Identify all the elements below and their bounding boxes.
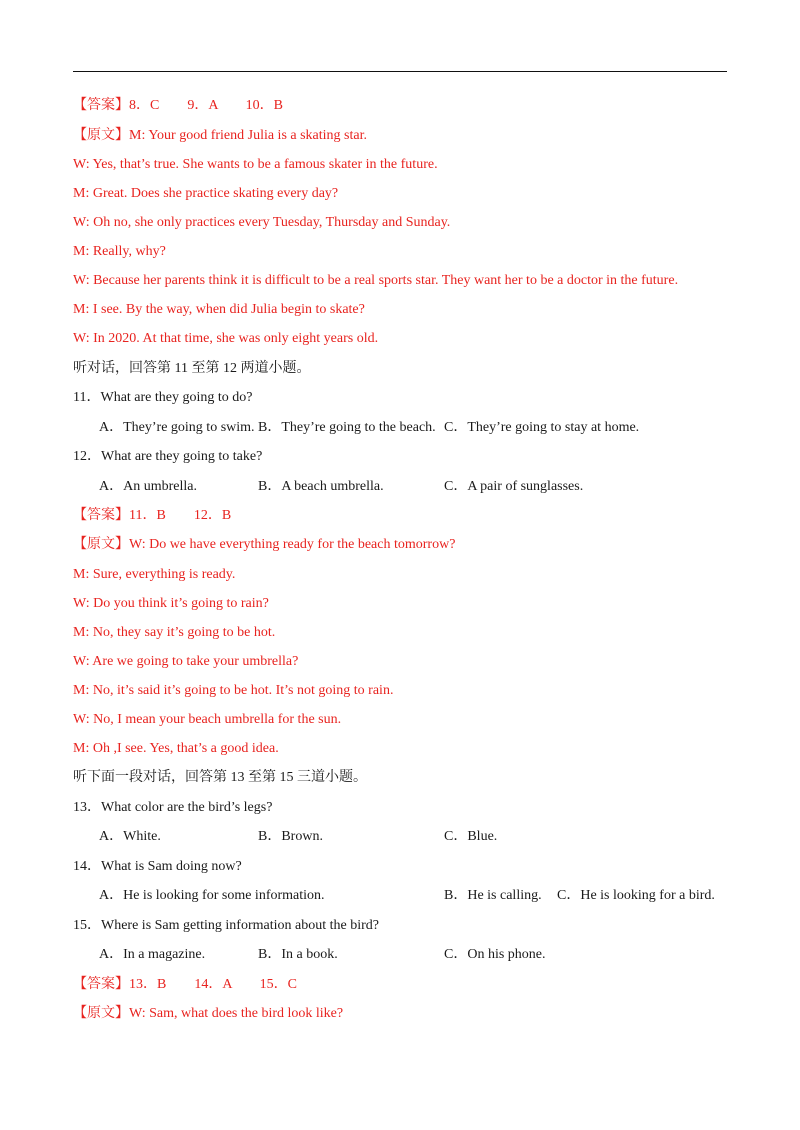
transcript-line: M: Great. Does she practice skating every day?	[73, 186, 339, 201]
section-instruction: 听下面一段对话，回答第 13 至第 15 三道小题。	[73, 770, 367, 785]
question-13-option-b: B．Brown.	[258, 829, 323, 844]
question-15-option-b: B．In a book.	[258, 947, 338, 962]
transcript-line: 【原文】W: Do we have everything ready for the beach tomorrow?	[73, 537, 456, 552]
header-rule	[73, 71, 727, 72]
question-15-stem: 15．Where is Sam getting information about the bird?	[73, 918, 379, 933]
transcript-line: M: Really, why?	[73, 244, 166, 259]
transcript-line: M: Oh ,I see. Yes, that’s a good idea.	[73, 741, 279, 756]
transcript-line: 【原文】M: Your good friend Julia is a skating star.	[73, 128, 367, 143]
question-11-option-a: A．They’re going to swim.	[99, 420, 255, 435]
question-11-option-b: B．They’re going to the beach.	[258, 420, 436, 435]
question-14-option-c: C．He is looking for a bird.	[557, 888, 715, 903]
transcript-line: M: Sure, everything is ready.	[73, 567, 236, 582]
question-13-option-c: C．Blue.	[444, 829, 498, 844]
question-12-option-b: B．A beach umbrella.	[258, 479, 384, 494]
question-12-option-c: C．A pair of sunglasses.	[444, 479, 584, 494]
question-12-stem: 12．What are they going to take?	[73, 449, 263, 464]
transcript-line: W: No, I mean your beach umbrella for the sun.	[73, 712, 342, 727]
transcript-line: 【原文】W: Sam, what does the bird look like?	[73, 1006, 344, 1021]
transcript-line: M: I see. By the way, when did Julia begin to skate?	[73, 302, 365, 317]
question-13-option-a: A．White.	[99, 829, 161, 844]
question-14-stem: 14．What is Sam doing now?	[73, 859, 242, 874]
transcript-line: W: Because her parents think it is difficult to be a real sports star. They want her to be a doctor in the future.	[73, 273, 679, 288]
transcript-label: 【原文】	[73, 1006, 129, 1021]
transcript-line: W: Do you think it’s going to rain?	[73, 596, 269, 611]
question-11-stem: 11．What are they going to do?	[73, 390, 253, 405]
question-14-option-a: A．He is looking for some information.	[99, 888, 325, 903]
transcript-label: 【原文】	[73, 537, 129, 552]
answer-line-11-12: 【答案】11．B 12．B	[73, 508, 232, 523]
transcript-line: W: Yes, that’s true. She wants to be a famous skater in the future.	[73, 157, 438, 172]
section-instruction: 听对话，回答第 11 至第 12 两道小题。	[73, 361, 311, 376]
question-13-stem: 13．What color are the bird’s legs?	[73, 800, 273, 815]
transcript-line: M: No, it’s said it’s going to be hot. It’s not going to rain.	[73, 683, 394, 698]
question-15-option-a: A．In a magazine.	[99, 947, 206, 962]
question-14-option-b: B．He is calling.	[444, 888, 542, 903]
transcript-line: W: Oh no, she only practices every Tuesday, Thursday and Sunday.	[73, 215, 451, 230]
transcript-label: 【原文】	[73, 128, 129, 143]
answer-line-13-15: 【答案】13．B 14．A 15．C	[73, 977, 298, 992]
question-11-option-c: C．They’re going to stay at home.	[444, 420, 640, 435]
transcript-line: W: In 2020. At that time, she was only eight years old.	[73, 331, 379, 346]
question-15-option-c: C．On his phone.	[444, 947, 546, 962]
transcript-line: M: No, they say it’s going to be hot.	[73, 625, 276, 640]
question-12-option-a: A．An umbrella.	[99, 479, 197, 494]
answer-line-8-10: 【答案】8．C 9．A 10．B	[73, 98, 284, 113]
transcript-line: W: Are we going to take your umbrella?	[73, 654, 299, 669]
